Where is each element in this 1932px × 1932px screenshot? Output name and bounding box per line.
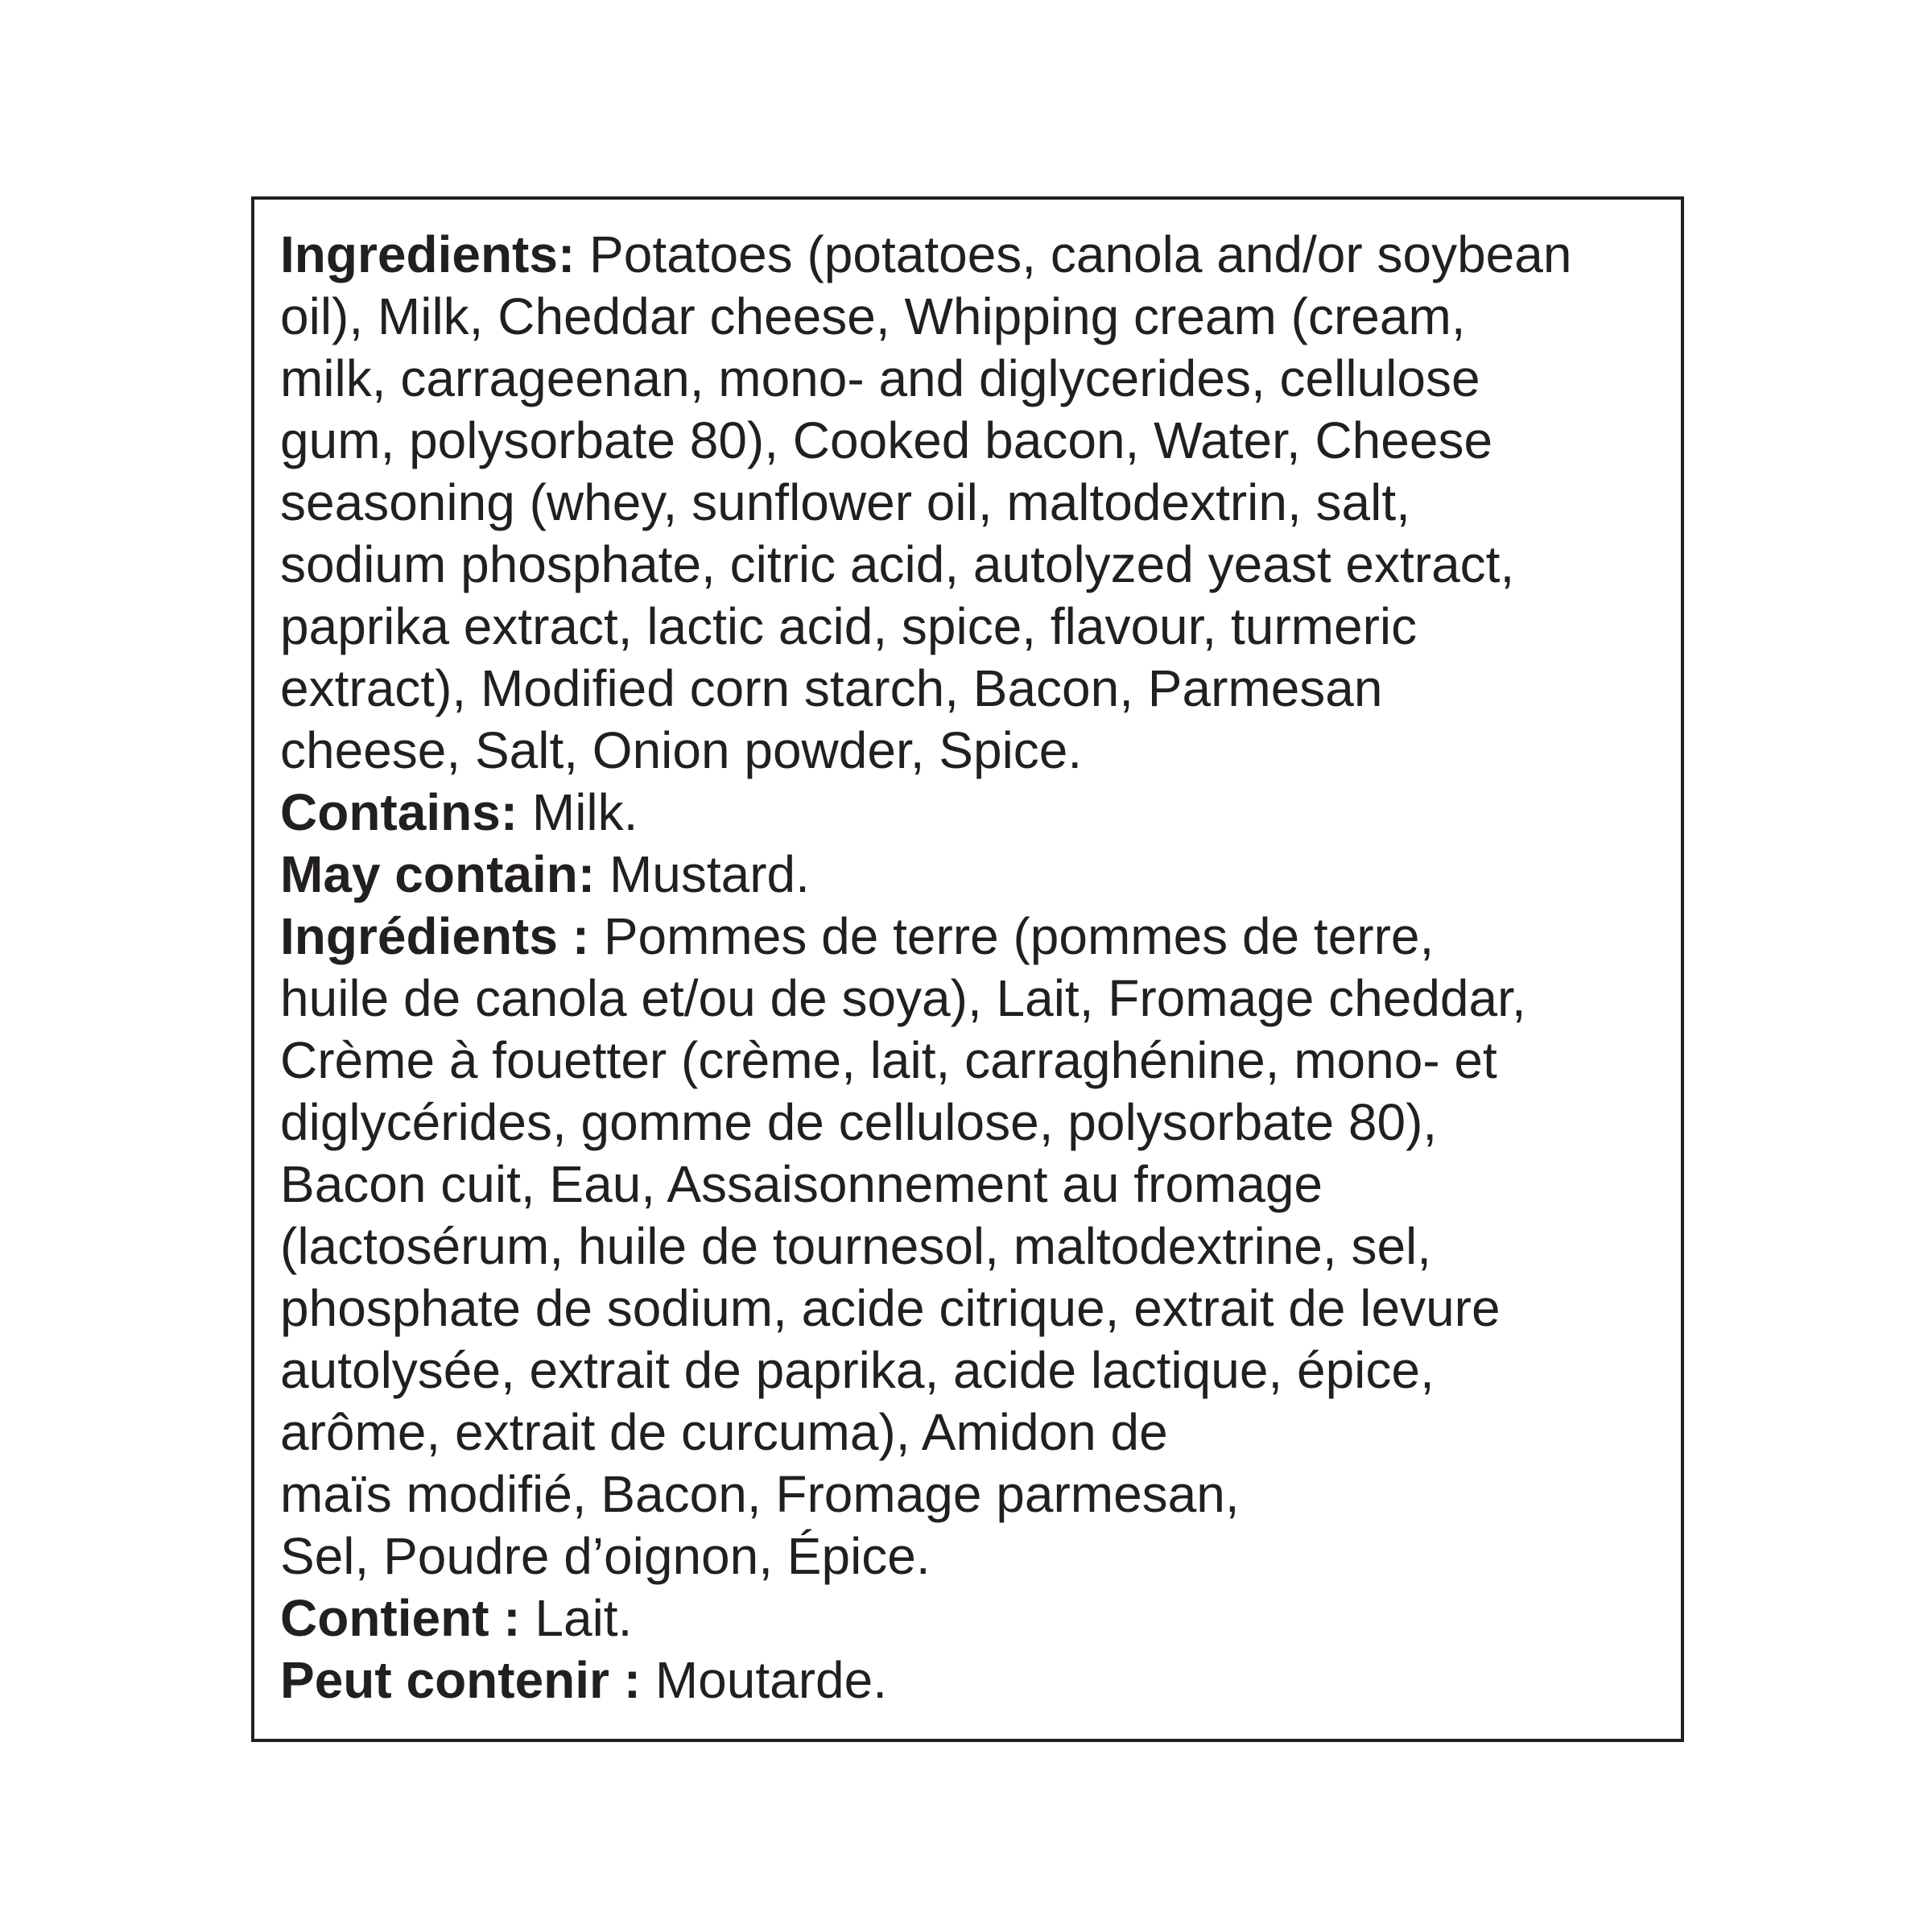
- en-contains-text: Milk.: [518, 783, 638, 841]
- en-ingredients-line-5: seasoning (whey, sunflower oil, maltodextrin, salt,: [280, 473, 1410, 531]
- fr-ingredients-line-4: diglycérides, gomme de cellulose, polysorbate 80),: [280, 1093, 1438, 1151]
- fr-ingredients-line-11: Sel, Poudre d’oignon, Épice.: [280, 1527, 931, 1585]
- fr-may-contain-heading: Peut contenir :: [280, 1651, 642, 1709]
- en-ingredients-line-8: extract), Modified corn starch, Bacon, Parmesan: [280, 659, 1383, 717]
- en-contains-heading: Contains:: [280, 783, 518, 841]
- en-ingredients-line-2: oil), Milk, Cheddar cheese, Whipping cream (cream,: [280, 287, 1466, 345]
- en-ingredients-line-7: paprika extract, lactic acid, spice, flavour, turmeric: [280, 597, 1418, 655]
- ingredients-text-block: [280, 224, 1665, 1711]
- en-may-contain-text: Mustard.: [595, 845, 810, 903]
- fr-ingredients-line-6: (lactosérum, huile de tournesol, maltodextrine, sel,: [280, 1217, 1432, 1275]
- fr-may-contain-line: [280, 1649, 1665, 1711]
- fr-ingredients-line-3: Crème à fouetter (crème, lait, carraghénine, mono- et: [280, 1031, 1497, 1089]
- en-ingredients-line-6: sodium phosphate, citric acid, autolyzed yeast extract,: [280, 535, 1515, 593]
- fr-ingredients-line-8: autolysée, extrait de paprika, acide lactique, épice,: [280, 1341, 1435, 1399]
- fr-ingredients-line-10: maïs modifié, Bacon, Fromage parmesan,: [280, 1465, 1240, 1523]
- fr-ingredients-line-7: phosphate de sodium, acide citrique, extrait de levure: [280, 1279, 1501, 1337]
- fr-ingredients-heading: Ingrédients :: [280, 907, 590, 965]
- en-ingredients-line-4: gum, polysorbate 80), Cooked bacon, Water, Cheese: [280, 411, 1493, 469]
- fr-ingredients-line-5: Bacon cuit, Eau, Assaisonnement au fromage: [280, 1155, 1323, 1213]
- fr-may-contain-text: Moutarde.: [641, 1651, 887, 1709]
- en-may-contain-heading: May contain:: [280, 845, 596, 903]
- fr-ingredients-text: Pommes de terre (pommes de terre,: [589, 907, 1435, 965]
- en-ingredients-heading: Ingredients:: [280, 225, 576, 283]
- en-contains-line: [280, 782, 1665, 844]
- en-ingredients-line-1: [280, 224, 1665, 286]
- fr-ingredients-line-9: arôme, extrait de curcuma), Amidon de: [280, 1403, 1168, 1461]
- fr-ingredients-line-1: [280, 906, 1665, 968]
- ingredients-label-box: [251, 196, 1684, 1742]
- fr-contains-line: [280, 1587, 1665, 1649]
- en-ingredients-line-3: milk, carrageenan, mono- and diglycerides, cellulose: [280, 349, 1480, 407]
- fr-contains-heading: Contient :: [280, 1589, 521, 1647]
- en-ingredients-text: Potatoes (potatoes, canola and/or soybean: [575, 225, 1572, 283]
- fr-contains-text: Lait.: [520, 1589, 633, 1647]
- en-ingredients-line-9: cheese, Salt, Onion powder, Spice.: [280, 721, 1083, 779]
- en-may-contain-line: [280, 844, 1665, 906]
- fr-ingredients-line-2: huile de canola et/ou de soya), Lait, Fromage cheddar,: [280, 969, 1526, 1027]
